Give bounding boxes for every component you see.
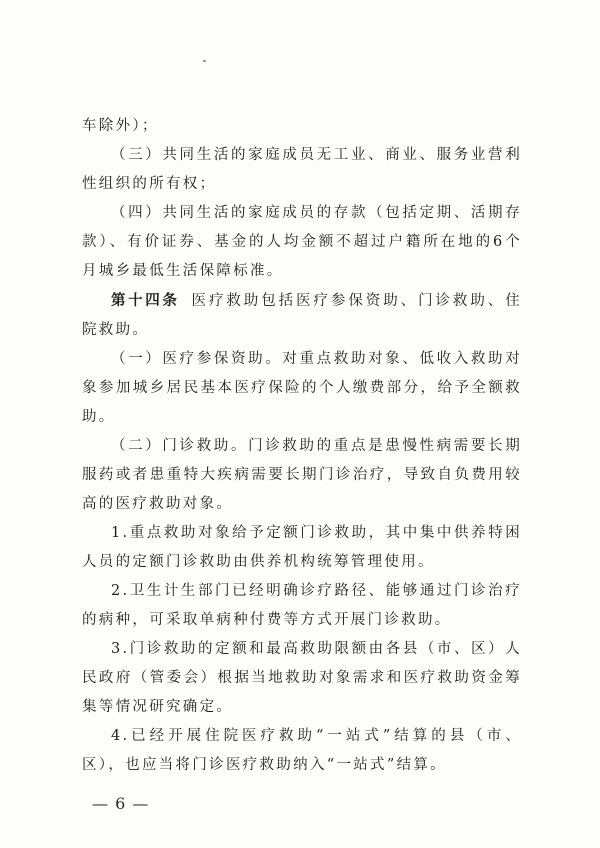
paragraph-7: 1.重点救助对象给予定额门诊救助，其中集中供养特困人员的定额门诊救助由供养机构统筹管理使用。 xyxy=(82,525,522,570)
paragraph-5: （一）医疗参保资助。对重点救助对象、低收入救助对象参加城乡居民基本医疗保险的个人缴费部分，给予全额救助。 xyxy=(82,351,522,425)
paragraph-2: （三）共同生活的家庭成员无工业、商业、服务业营利性组织的所有权； xyxy=(82,147,522,192)
page-number: — 6 — xyxy=(92,794,150,813)
paragraph-1: 车除外）； xyxy=(82,118,159,134)
paragraph-6: （二）门诊救助。门诊救助的重点是患慢性病需要长期服药或者患重特大疾病需要长期门诊治疗，导致自负费用较高的医疗救助对象。 xyxy=(82,438,522,512)
paragraph-10: 4.已经开展住院医疗救助“一站式”结算的县（市、区），也应当将门诊医疗救助纳入“一站式”结算。 xyxy=(82,728,522,773)
paragraph-8: 2.卫生计生部门已经明确诊疗路径、能够通过门诊治疗的病种，可采取单病种付费等方式开展门诊救助。 xyxy=(82,583,522,628)
paragraph-3: （四）共同生活的家庭成员的存款（包括定期、活期存款）、有价证券、基金的人均金额不超过户籍所在地的6个月城乡最低生活保障标准。 xyxy=(82,205,522,279)
scan-speck xyxy=(203,60,206,62)
paragraph-9: 3.门诊救助的定额和最高救助限额由各县（市、区）人民政府（管委会）根据当地救助对象需求和医疗救助资金筹集等情况研究确定。 xyxy=(82,641,522,715)
article-heading: 第十四条 xyxy=(111,292,180,309)
body-text xyxy=(82,112,522,780)
article-14: 第十四条 医疗救助包括医疗参保资助、门诊救助、住院救助。 xyxy=(82,292,523,338)
